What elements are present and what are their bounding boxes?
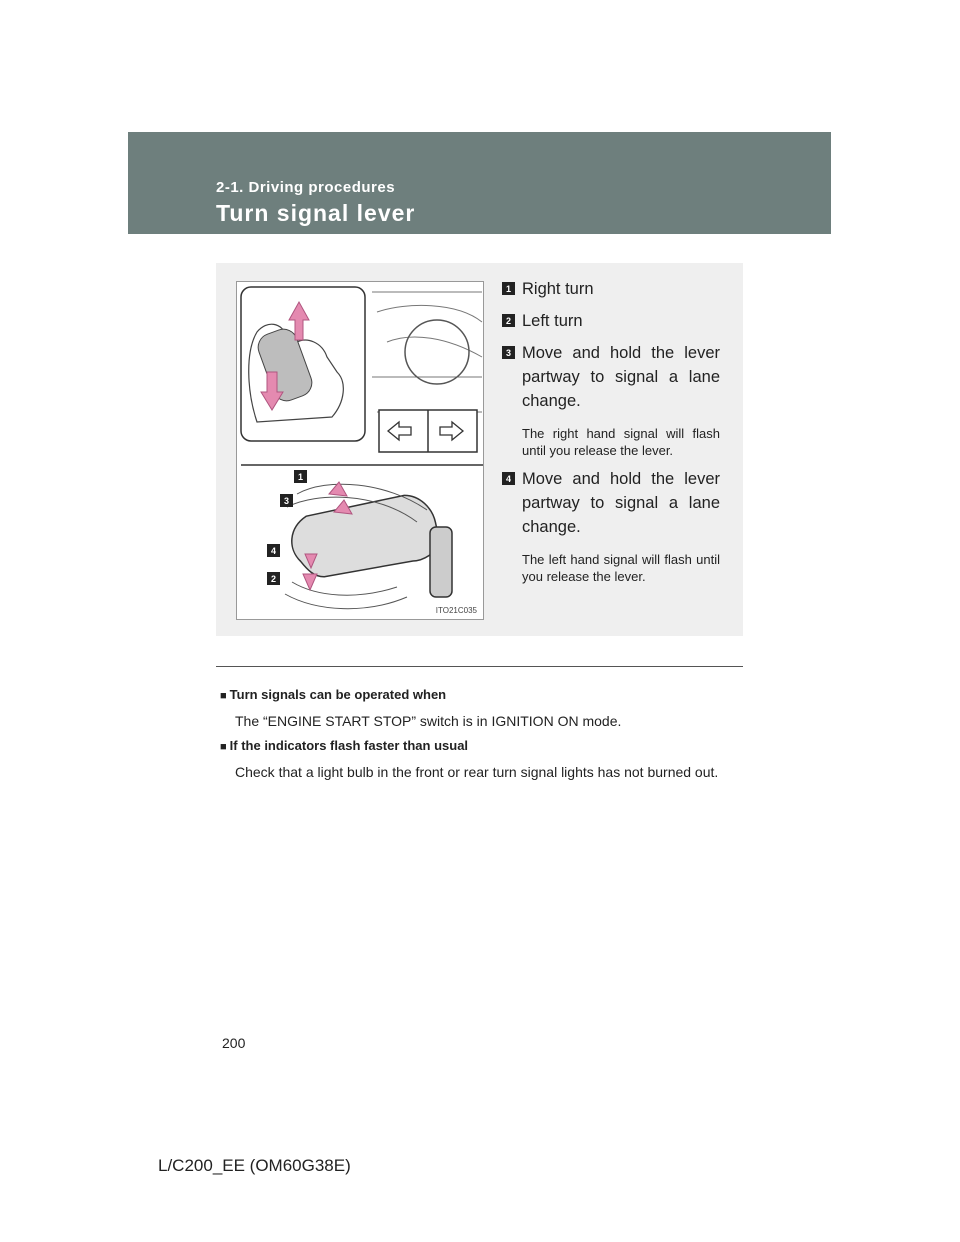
- section-label: 2-1. Driving procedures: [216, 179, 396, 196]
- list-item: [502, 341, 720, 459]
- note-body: Check that a light bulb in the front or rear turn signal lights has not burned out.: [235, 764, 719, 780]
- item-text: Move and hold the lever partway to signal a lane change.: [522, 344, 720, 410]
- arrow-full-down-icon: [303, 574, 317, 590]
- turn-signal-illustration: [236, 281, 484, 620]
- list-item: [502, 467, 720, 585]
- callout-2-label: 2: [270, 574, 277, 584]
- list-item: [502, 277, 720, 301]
- note-heading: [220, 686, 740, 705]
- item-note: The right hand signal will flash until you release the lever.: [522, 426, 720, 458]
- document-footer: L/C200_EE (OM60G38E): [158, 1156, 351, 1175]
- note-heading: [220, 737, 740, 756]
- notes-section: [220, 686, 740, 788]
- item-number: 1: [502, 282, 515, 295]
- item-text: Left turn: [522, 312, 583, 330]
- note-body: The “ENGINE START STOP” switch is in IGNITION ON mode.: [235, 713, 622, 729]
- note-heading-text: If the indicators flash faster than usual: [229, 738, 469, 753]
- column-cover: [430, 527, 452, 597]
- item-text: Right turn: [522, 280, 594, 298]
- section-header: [128, 132, 831, 234]
- item-number: 2: [502, 314, 515, 327]
- square-bullet-icon: ■: [220, 741, 227, 753]
- lever-path-down-2: [285, 594, 407, 609]
- callout-4-label: 4: [270, 546, 277, 556]
- item-number: 4: [502, 472, 515, 485]
- item-note: The left hand signal will flash until you release the lever.: [522, 552, 720, 584]
- section-divider: [216, 666, 743, 667]
- dashboard-sketch: [372, 292, 482, 412]
- item-list: [502, 277, 720, 593]
- item-number: 3: [502, 346, 515, 359]
- list-item: [502, 309, 720, 333]
- illustration-panel: [216, 263, 743, 636]
- note-heading-text: Turn signals can be operated when: [229, 687, 447, 702]
- callout-3-label: 3: [283, 496, 290, 506]
- item-text: Move and hold the lever partway to signal a lane change.: [522, 470, 720, 536]
- callout-1-label: 1: [297, 472, 304, 482]
- steering-wheel: [405, 320, 469, 384]
- page-number: 200: [222, 1035, 246, 1051]
- square-bullet-icon: ■: [220, 690, 227, 702]
- page-title: Turn signal lever: [216, 200, 416, 226]
- figure-code: ITO21C035: [435, 606, 477, 615]
